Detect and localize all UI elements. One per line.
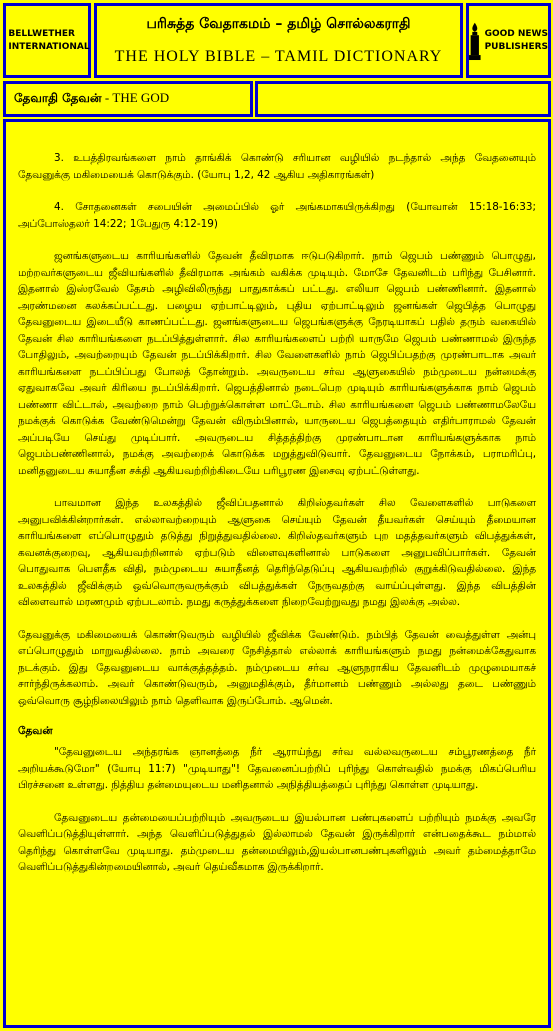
paragraph-6: "தேவனுடைய அந்தரங்க ஞானத்தை நீர் ஆராய்ந்து சர்வ வல்லவருடைய சம்பூரணத்தை நீர் அறியக்கூடுமோ" (யோபு 11:7) "முடியாது"! தேவனைப்பற்றிப் புரிந்து கொள்வதில் நமக்கு மிகப்பெரிய பிரச்சனை உள்ளது. நித்திய தன்மையுடைய மனிதனால் அநித்தியத்தைப் புரிந்து கொள்ள முடியாது.: [18, 746, 536, 791]
entry-content: [3, 119, 551, 1028]
logo-right-line2: PUBLISHERS: [484, 41, 548, 52]
entry-term-tamil: தேவாதி தேவன்: [14, 91, 102, 105]
bellwether-logo: [3, 3, 91, 78]
section-subheading: தேவன்: [18, 725, 53, 737]
lamp-icon: [469, 17, 481, 65]
title-banner: [94, 3, 463, 78]
paragraph-5: தேவனுக்கு மகிமையைக் கொண்டுவரும் வழியில் ஜீவிக்க வேண்டும். நம்பித் தேவன் வைத்துள்ள அன்பு எப்பொழுதும் மாறுவதில்லை. நாம் அவரை நேசித்தால் எல்லாக் காரியங்களும் நமது நன்மைக்கேதுவாக நடக்கும். இது தேவனுடைய வாக்குத்தத்தம். நம்முடைய சர்வ ஆளுநராகிய தேவனிடம் முழுமையாகச் சார்ந்திருக்கலாம். அவர் கொண்டுவரும், அனுமதிக்கும், தீர்மானம் பண்ணும் அல்லது தடை பண்ணும் ஒவ்வொரு சூழ்நிலையிலும் நாம் தெளிவாக இருப்போம். ஆமென்.: [18, 628, 536, 707]
logo-left-line1: BELLWETHER: [8, 28, 75, 39]
title-tamil: பரிசுத்த வேதாகமம் – தமிழ் சொல்லகராதி: [146, 16, 411, 32]
entry-term-english: THE GOD: [112, 90, 170, 105]
paragraph-1: 3. உபத்திரவங்களை நாம் தாங்கிக் கொண்டு சரியான வழியில் நடந்தால் அந்த வேதனையும் தேவனுக்கு மகிமையைக் கொடுக்கும். (யோபு 1,2, 42 ஆகிய அதிகாரங்கள்): [18, 152, 536, 181]
heading-filler: [255, 81, 551, 117]
entry-separator: -: [101, 90, 113, 105]
entry-heading: [3, 81, 253, 117]
paragraph-3: ஜனங்களுடைய காரியங்களில் தேவன் தீவிரமாக ஈடுபடுகிறார். நாம் ஜெபம் பண்ணும் பொழுது, மற்றவர்களுடைய ஜீவியங்களில் தீவிரமாக அங்கம் வகிக்க முடியும். மோசே தேவனிடம் பரிந்து பேசினார். இதனால் இஸ்ரவேல் தேசம் அழிவிலிருந்து பாதுகாக்கப் பட்டது. எலியா ஜெபம் பண்ணினார். இதனால் அரண்மனை கலக்கப்பட்டது. பழைய ஏற்பாட்டிலும், புதிய ஏற்பாட்டிலும் ஜனங்கள் ஜெபித்த பொழுது தேவனுடைய இடையீடு காணப்பட்டது. ஜனங்களுடைய ஜெபங்களுக்கு நேரடியாகப் பதில் தரும் வகையில் தேவன் சில காரியங்களை நடப்பித்துள்ளார். சில காரியங்களைப் பற்றி யாருமே ஜெபம் பண்ணாமல் இருந்த போதிலும், அவற்றையும் தேவன் நடப்பிக்கிறார். சில வேளைகளில் நாம் ஜெபிப்பதற்கு முரண்பாடாக அவர் காரியங்களை நடப்பிப்பது போலத் தோன்றும். அவருடைய சர்வ ஆளுகையில் நம்முடைய நன்மைக்கு ஏதுவாகவே அவர் கிரியை நடப்பிக்கிறார். ஜெபத்தினால் நடைபெற முடியும் காரியங்களுக்காக நாம் ஜெபம் பண்ணா விட்டால், அவற்றை நாம் பெற்றுக்கொள்ள மாட்டோம். சில காரியங்களை ஜெபம் பண்ணாமலேயே நமக்குக் கொடுக்க வேண்டுமென்று தேவன் விரும்பினால், யாருடைய ஜெபத்தையும் எதிர்பாராமல் தேவன் அப்படியே செய்து முடிப்பார். அவருடைய சித்தத்திற்கு முரண்பாடான காரியங்களுக்காக நாம் ஜெபம்பண்ணினால், நமக்கு அவற்றைக் கொடுக்க மறுத்துவிடுவார். தேவனுடைய நோக்கம், பராமரிப்பு, மனிதனுடைய சுயாதீன சக்தி ஆகியவற்றிற்கிடையே பரிபூரண இசைவு ஏற்பட்டுள்ளது.: [18, 250, 536, 477]
paragraph-2: 4. சோதனைகள் சபையின் அமைப்பில் ஓர் அங்கமாகயிருக்கிறது (யோவான் 15:18-16:33; அப்போஸ்தலர் 14:22; 1பேதுரு 4:12-19): [18, 201, 536, 230]
good-news-logo: [466, 3, 551, 78]
paragraph-7: தேவனுடைய தன்மையைப்பற்றியும் அவருடைய இயல்பான பண்புகளைப் பற்றியும் நமக்கு அவரே வெளிப்படுத்தியுள்ளார். அந்த வெளிப்படுத்துதல் இல்லாமல் தேவன் இருக்கிறார் என்பதைக்கூட நம்மால் தெரிந்து கொள்ளவே முடியாது. தம்முடைய தன்மையிலும்,இயல்பானபண்புகளிலும் அவர் தம்மைத்தாமே வெளிப்படுத்துகின்றமையினால், அவர் தெய்வீகமாக இருக்கிறார்.: [18, 811, 536, 873]
logo-right-line1: GOOD NEWS: [484, 28, 548, 39]
title-english: THE HOLY BIBLE – TAMIL DICTIONARY: [114, 48, 443, 65]
logo-left-line2: INTERNATIONAL: [8, 41, 90, 52]
paragraph-4: பாவமான இந்த உலகத்தில் ஜீவிப்பதனால் கிறிஸ்தவர்கள் சில வேளைகளில் பாடுகளை அனுபவிக்கின்றார்கள். எல்லாவற்றையும் ஆளுகை செய்யும் தேவன் தீயவர்கள் செய்யும் தீமையான காரியங்களை எப்பொழுதும் தடுத்து நிறுத்துவதில்லை. கிறிஸ்தவர்களும் புற மதத்தவர்களும் விபத்துக்கள், கவனக்குறைவு, ஆகியவற்றினால் ஏற்படும் விளைவுகளினால் பாடுகளை அனுபவிப்பார்கள். தேவன் பொதுவாக பௌதீக விதி, நம்முடைய சுயாதீனத் தெரிந்தெடுப்பு ஆகியவற்றில் குறுக்கிடுவதில்லை. இந்த உலகத்தில் ஜீவிக்கும் ஒவ்வொருவருக்கும் விபத்துக்கள் நேருவதற்கு வாய்ப்புள்ளது. இந்த விபத்தின் விளைவால் மரணமும் ஏற்படலாம். நமது கருத்துக்களை நிறைவேற்றுவது நமது இலக்கு அல்ல.: [18, 497, 536, 608]
